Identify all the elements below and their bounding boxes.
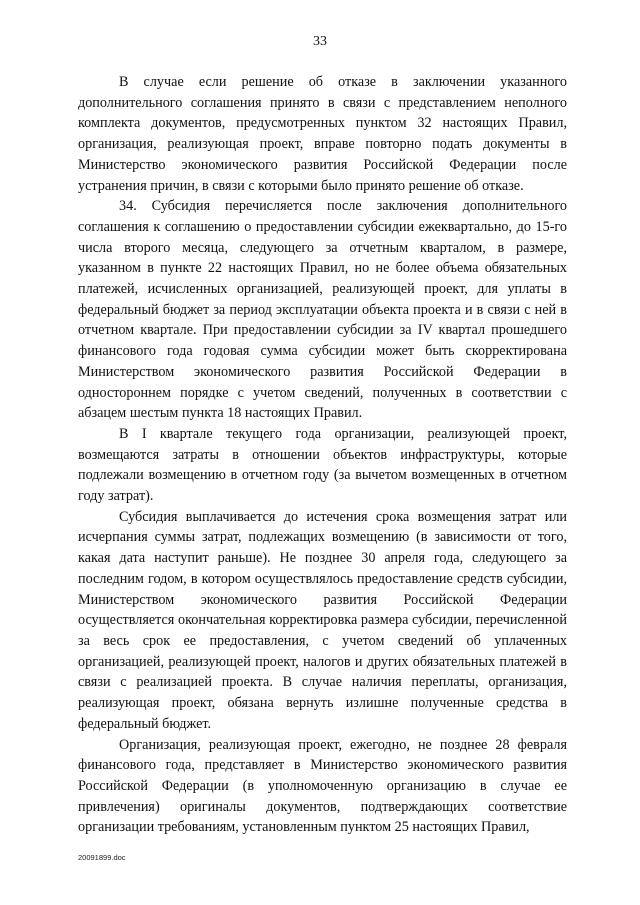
paragraph-first-quarter-compensation: В I квартале текущего года организации, реализующей проект, возмещаются затраты в отношении объектов инфраструктуры, которые подлежали возмещению в отчетном году (за вычетом возмещенных в отчетном году затрат). — [78, 425, 567, 505]
document-body — [78, 72, 567, 838]
paragraph-final-adjustment: Субсидия выплачивается до истечения срока возмещения затрат или исчерпания суммы затрат, подлежащих возмещению (в зависимости от того, какая дата наступит раньше). Не позднее 30 апреля года, следующего за последним годом, в котором осуществлялось предоставление средств субсидии, Министерством экономического развития Российской Федерации осуществляется окончательная корректировка размера субсидии, перечисленной за весь срок ее предоставления, с учетом сведений об уплаченных организацией, реализующей проект, налогов и других обязательных платежей в связи с реализацией проекта. В случае наличия переплаты, организация, реализующая проект, обязана вернуть излишне полученные средства в федеральный бюджет. — [78, 508, 567, 732]
paragraph-item-34-transfer: 34. Субсидия перечисляется после заключения дополнительного соглашения к соглашению о предоставлении субсидии ежеквартально, до 15-го числа второго месяца, следующего за отчетным кварталом, в размере, указанном в пункте 22 настоящих Правил, но не более объема обязательных платежей, исчисленных организацией, реализующей проект, для уплаты в федеральный бюджет за период эксплуатации объекта проекта и в связи с ней в отчетном квартале. При предоставлении субсидии за IV квартал прошедшего финансового года годовая сумма субсидии может быть скорректирована Министерством экономического развития Российской Федерации в одностороннем порядке с учетом сведений, полученных в соответствии с абзацем шестым пункта 18 настоящих Правил. — [78, 198, 567, 422]
footer-file-code: 20091899.doc — [78, 853, 126, 862]
paragraph-annual-documents: Организация, реализующая проект, ежегодно, не позднее 28 февраля финансового года, представляет в Министерство экономического развития Российской Федерации (в уполномоченную организацию в случае ее привлечения) оригиналы документов, подтверждающих соответствие организации требованиям, установленным пунктом 25 настоящих Правил, — [78, 736, 567, 836]
paragraph-refusal-resubmission: В случае если решение об отказе в заключении указанного дополнительного соглашения принято в связи с представлением неполного комплекта документов, предусмотренных пунктом 32 настоящих Правил, организация, реализующая проект, вправе повторно подать документы в Министерство экономического развития Российской Федерации после устранения причин, в связи с которыми было принято решение об отказе. — [78, 74, 567, 194]
page-number: 33 — [313, 34, 327, 49]
